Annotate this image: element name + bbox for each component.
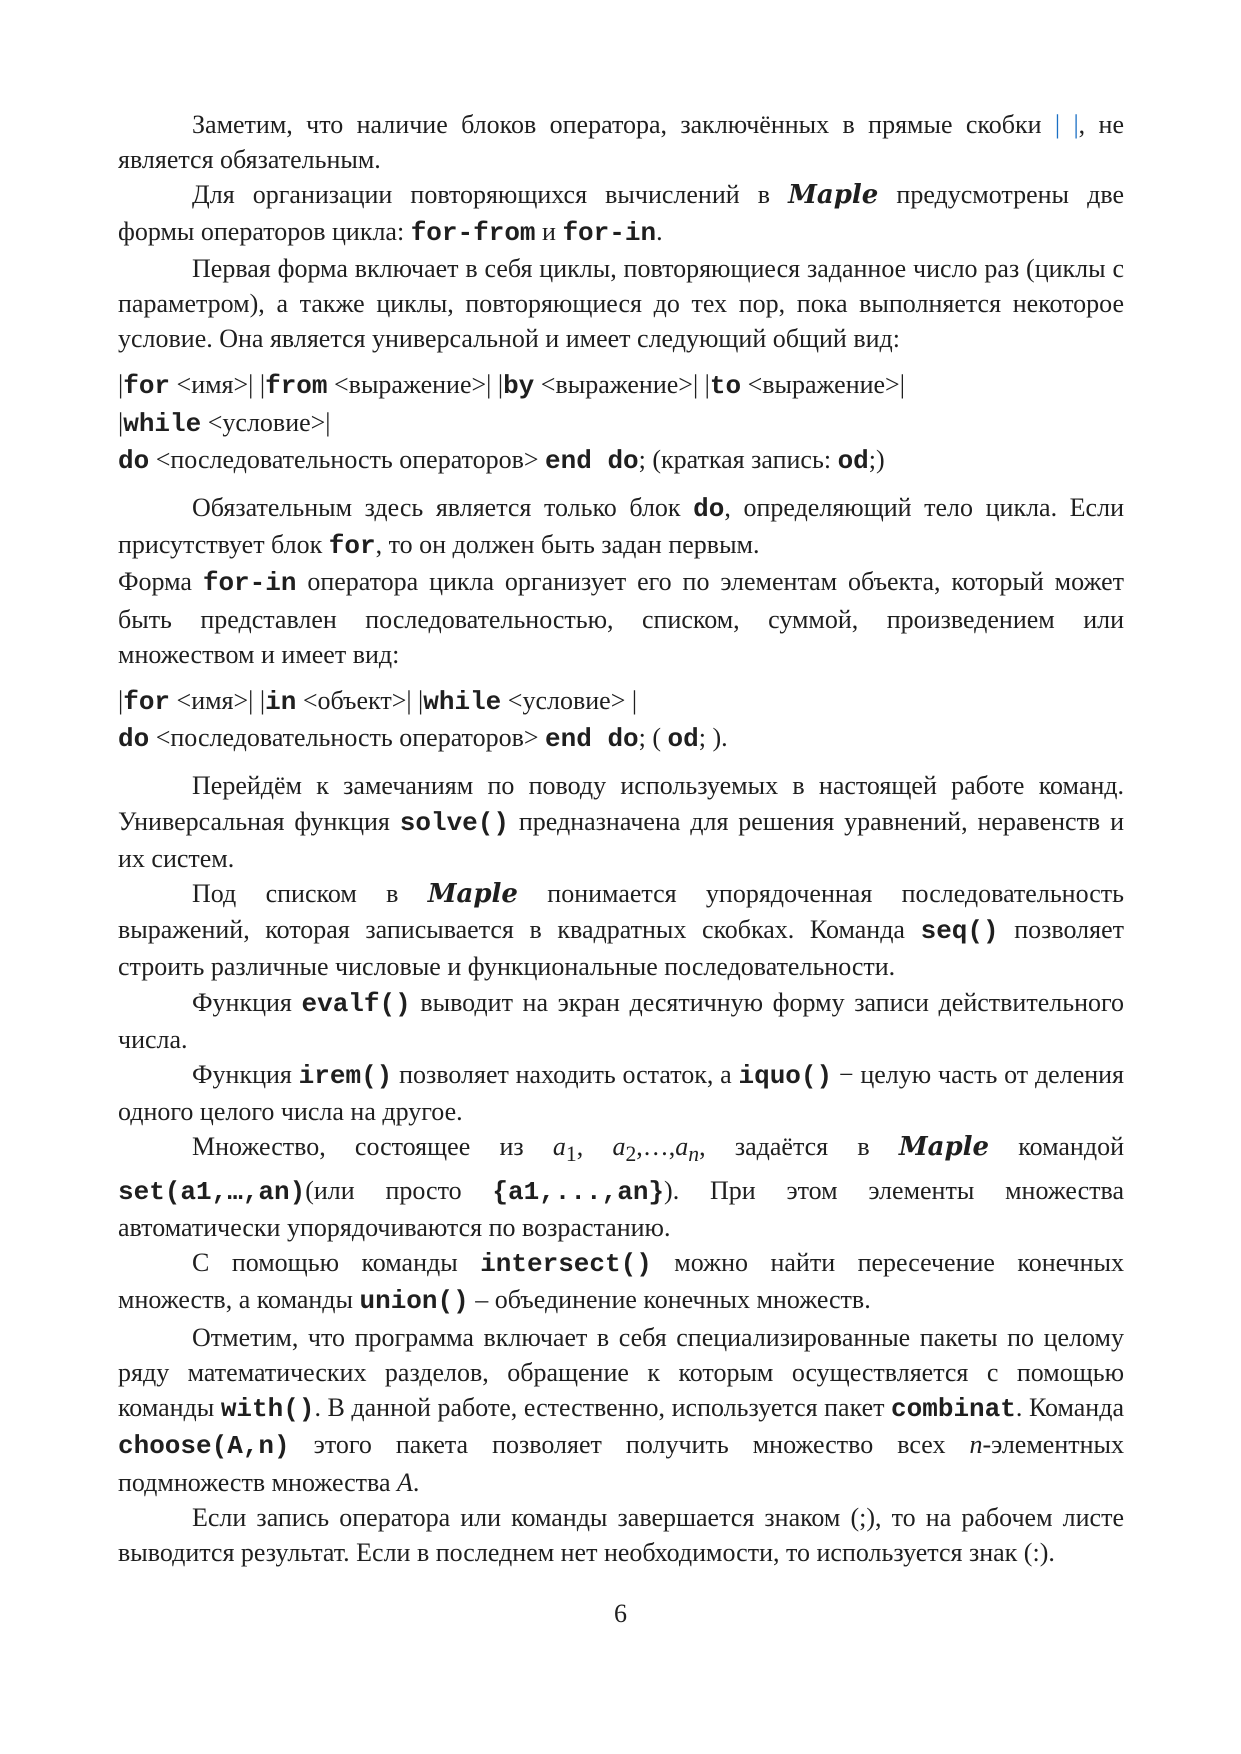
code-for-in: for-in [562, 217, 657, 248]
vertical-bars-symbol: | | [1054, 110, 1079, 139]
syntax-block-for-in [118, 683, 1124, 757]
syntax-line-1: |for <имя>| |in <объект>| |while <условие> | [118, 686, 638, 718]
paragraph-set: Множество, состоящее из $a_1$, $a_2,\dots,a_n$, задаётся в Maple командой set(a1,…,an)(или просто {a1,...,an}). При этом элементы множества автоматически упорядочиваются по возрастанию. [118, 1132, 1124, 1243]
syntax-block-for-from [118, 367, 1124, 479]
paragraph-packages: Отметим, что программа включает в себя специализированные пакеты по целому ряду математических разделов, обращение к которым осуществляется с помощью команды with(). В данной работе, естественно, используется пакет combinat. Команда choose(A,n) этого пакета позволяет получить множество всех n-элементных подмножеств множества A. [118, 1322, 1124, 1497]
paragraph-seq: Под списком в Maple понимается упорядоченная последовательность выражений, которая записывается в квадратных скобках. Команда seq() позволяет строить различные числовые и функциональные последовательности. [118, 879, 1124, 982]
maple-logo-text: Maple [788, 180, 879, 211]
page-number: 6 [614, 1599, 627, 1628]
syntax-line-2: do <последовательность операторов> end do; ( od; ). [118, 723, 728, 755]
paragraph-evalf: Функция evalf() выводит на экран десятичную форму записи действительного числа. [118, 987, 1124, 1054]
paragraph-optional-blocks: Заметим, что наличие блоков оператора, заключённых в прямые скобки | |, не является обязательным. [118, 110, 1124, 175]
paragraph-irem-iquo: Функция irem() позволяет находить остаток, а iquo() − целую часть от деления одного целого числа на другое. [118, 1060, 1125, 1127]
syntax-line-3: do <последовательность операторов> end do; (краткая запись: od;) [118, 444, 885, 476]
paragraph-do-required: Обязательным здесь является только блок do, определяющий тело цикла. Если присутствует блок for, то он должен быть задан первым. [118, 493, 1124, 562]
paragraph-loop-forms: Для организации повторяющихся вычислений в Maple предусмотрены две формы операторов цикла: for-from и for-in. [118, 180, 1124, 248]
syntax-line-2: |while <условие>| [118, 407, 331, 439]
code-for-from: for-from [410, 217, 536, 248]
maple-logo-text: Maple [898, 1132, 990, 1163]
syntax-line-1: |for <имя>| |from <выражение>| |by <выражение>| |to <выражение>| [118, 370, 905, 402]
paragraph-terminators: Если запись оператора или команды завершается знаком (;), то на рабочем листе выводится результат. Если в последнем нет необходимости, то используется знак (:). [118, 1502, 1124, 1567]
maple-logo-text: Maple [427, 879, 518, 910]
paragraph-for-in-form: Форма for-in оператора цикла организует его по элементам объекта, который может быть представлен последовательностью, списком, суммой, произведением или множеством и имеет вид: [118, 567, 1125, 669]
paragraph-first-form: Первая форма включает в себя циклы, повторяющиеся заданное число раз (циклы с параметром), а также циклы, повторяющиеся до тех пор, пока выполняется некоторое условие. Она является универсальной и имеет следующий общий вид: [118, 253, 1124, 354]
paragraph-intersect-union: С помощью команды intersect() можно найти пересечение конечных множеств, а команды union() – объединение конечных множеств. [118, 1248, 1125, 1317]
paragraph-solve: Перейдём к замечаниям по поводу используемых в настоящей работе команд. Универсальная функция solve() предназначена для решения уравнений, неравенств и их систем. [118, 771, 1124, 873]
document-page [118, 107, 1124, 1570]
